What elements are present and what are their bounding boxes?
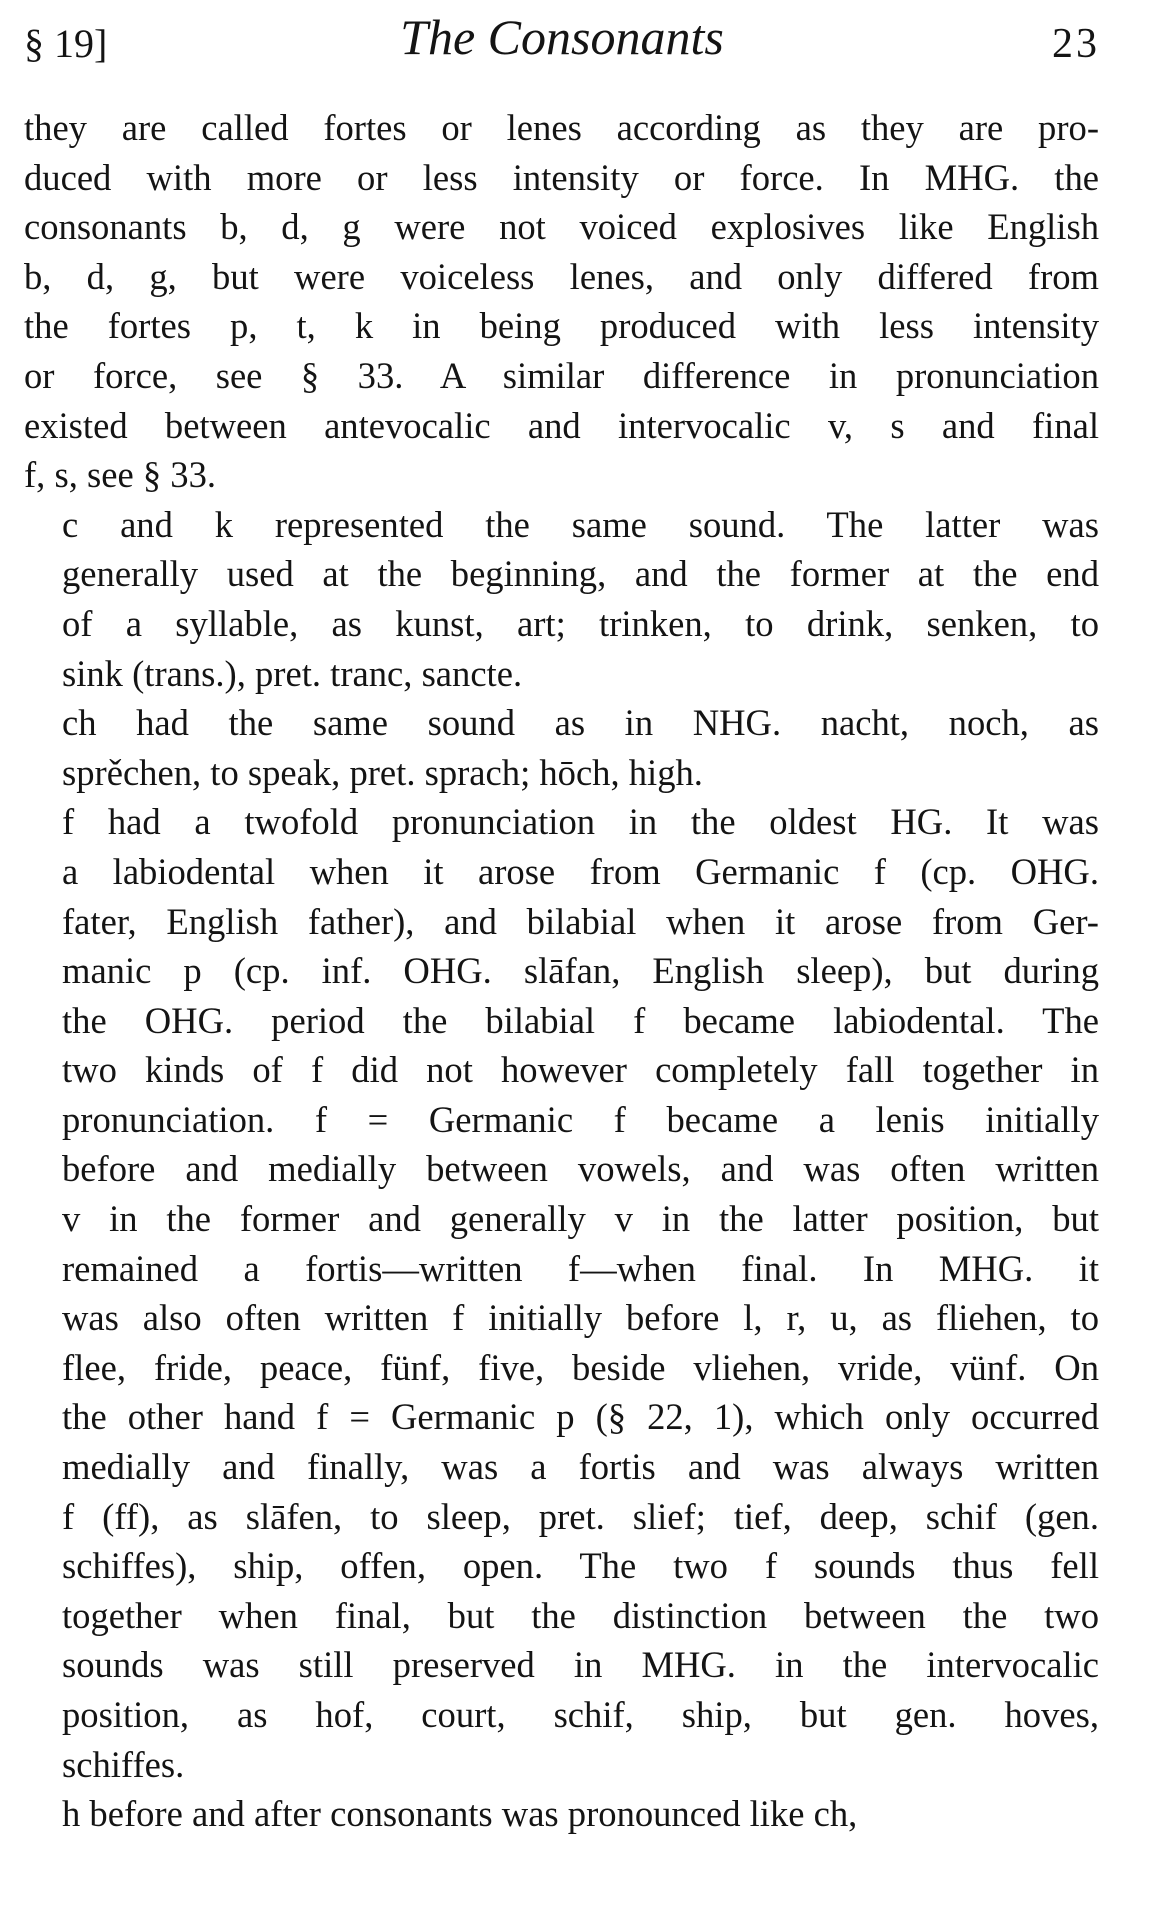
running-header	[24, 8, 1100, 68]
text-line: together when final, but the distinction between the two	[62, 1594, 1099, 1636]
text-line: the other hand f = Germanic p (§ 22, 1), which only occurred	[62, 1396, 1099, 1438]
text-line: they are called fortes or lenes according as they are pro-	[24, 107, 1099, 148]
text-line: h before and after consonants was pronounced like ch,	[62, 1793, 858, 1835]
text-line: schiffes.	[62, 1743, 185, 1785]
text-line: ch had the same sound as in NHG. nacht, noch, as	[62, 702, 1099, 744]
section-reference: § 19]	[24, 21, 108, 66]
text-line: two kinds of f did not however completely fall together in	[62, 1049, 1099, 1091]
text-line: c and k represented the same sound. The latter was	[62, 503, 1099, 545]
text-line: the OHG. period the bilabial f became labiodental. The	[62, 999, 1099, 1041]
text-line: b, d, g, but were voiceless lenes, and only differed from	[24, 255, 1099, 297]
chapter-title: The Consonants	[400, 9, 724, 65]
text-line: or force, see § 33. A similar difference in pronunciation	[24, 354, 1099, 396]
text-line: f (ff), as slāfen, to sleep, pret. slief; tief, deep, schif (gen.	[62, 1495, 1099, 1537]
text-line: was also often written f initially before l, r, u, as fliehen, to	[62, 1297, 1099, 1339]
text-line: existed between antevocalic and intervocalic v, s and final	[24, 404, 1099, 446]
text-line: schiffes), ship, offen, open. The two f sounds thus fell	[62, 1545, 1099, 1587]
paragraph	[24, 103, 1099, 500]
text-line: manic p (cp. inf. OHG. slāfan, English sleep), but during	[62, 950, 1099, 992]
text-line: sink (trans.), pret. tranc, sancte.	[62, 652, 523, 694]
text-line: medially and finally, was a fortis and was always written	[62, 1446, 1099, 1488]
paragraph	[24, 500, 1099, 698]
text-line: the fortes p, t, k in being produced with less intensity	[24, 305, 1099, 347]
text-line: before and medially between vowels, and was often written	[62, 1148, 1099, 1190]
text-line: duced with more or less intensity or force. In MHG. the	[24, 156, 1099, 198]
page-number: 23	[1052, 21, 1100, 67]
text-line: flee, fride, peace, fünf, five, beside vliehen, vride, vünf. On	[62, 1346, 1099, 1388]
text-line: pronunciation. f = Germanic f became a lenis initially	[62, 1098, 1099, 1140]
text-line: v in the former and generally v in the latter position, but	[62, 1198, 1099, 1240]
text-line: sounds was still preserved in MHG. in the intervocalic	[62, 1644, 1099, 1686]
text-line: of a syllable, as kunst, art; trinken, to drink, senken, to	[62, 602, 1099, 644]
text-line: consonants b, d, g were not voiced explosives like English	[24, 206, 1099, 248]
text-line: sprěchen, to speak, pret. sprach; hōch, high.	[62, 751, 703, 793]
text-line: remained a fortis—written f—when final. In MHG. it	[62, 1247, 1099, 1289]
text-line: generally used at the beginning, and the former at the end	[62, 553, 1099, 595]
page-body	[24, 103, 1099, 1839]
text-line: a labiodental when it arose from Germanic f (cp. OHG.	[62, 850, 1099, 892]
paragraph	[24, 797, 1099, 1789]
text-line: f had a twofold pronunciation in the oldest HG. It was	[62, 801, 1099, 843]
text-line: f, s, see § 33.	[24, 454, 216, 496]
paragraph	[24, 698, 1099, 797]
text-line: position, as hof, court, schif, ship, but gen. hoves,	[62, 1694, 1099, 1735]
text-line: fater, English father), and bilabial when it arose from Ger-	[62, 900, 1099, 942]
paragraph	[24, 1789, 1099, 1839]
